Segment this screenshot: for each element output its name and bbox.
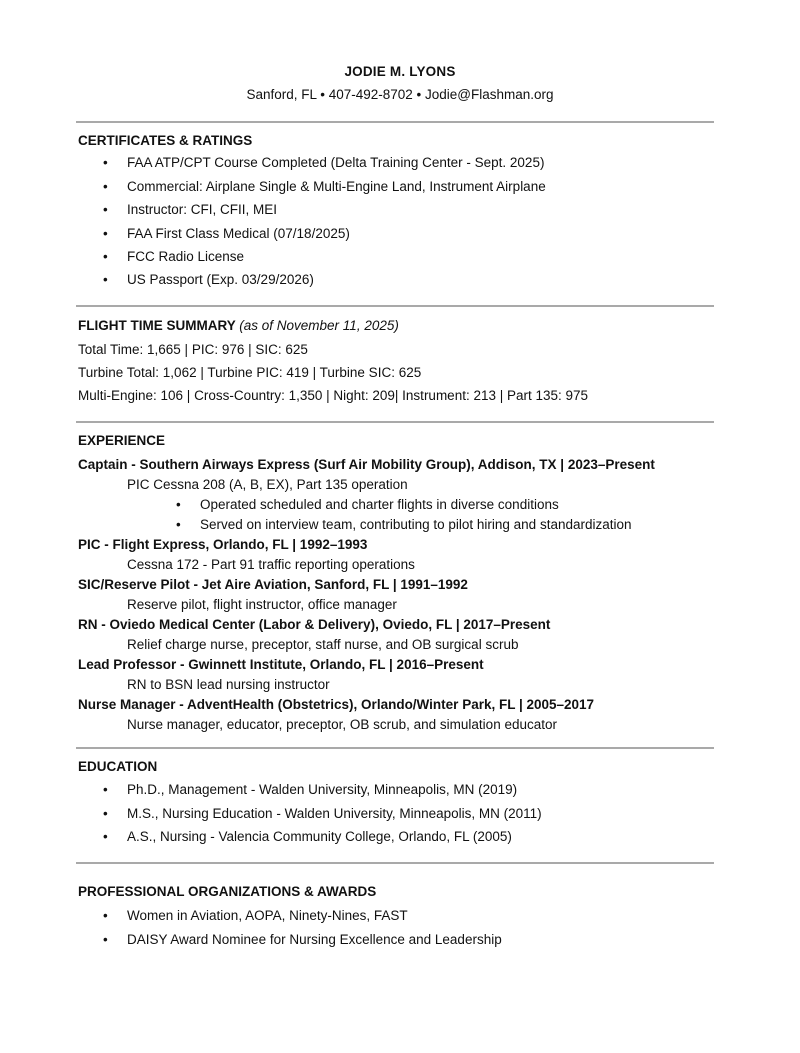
certificate-item: • US Passport (Exp. 03/29/2026) bbox=[103, 272, 314, 287]
job-title: PIC - Flight Express, Orlando, FL | 1992–1993 bbox=[78, 537, 368, 552]
section-divider bbox=[76, 421, 714, 423]
flight-time-line: Turbine Total: 1,062 | Turbine PIC: 419 | Turbine SIC: 625 bbox=[78, 365, 422, 380]
job-title: Nurse Manager - AdventHealth (Obstetrics), Orlando/Winter Park, FL | 2005–2017 bbox=[78, 697, 595, 712]
certificate-item: • Commercial: Airplane Single & Multi-Engine Land, Instrument Airplane bbox=[103, 179, 546, 194]
job-title: RN - Oviedo Medical Center (Labor & Delivery), Oviedo, FL | 2017–Present bbox=[78, 617, 551, 632]
job-detail: Cessna 172 - Part 91 traffic reporting operations bbox=[127, 557, 415, 572]
job-detail: Nurse manager, educator, preceptor, OB scrub, and simulation educator bbox=[127, 717, 557, 732]
flight-time-line: Multi-Engine: 106 | Cross-Country: 1,350 | Night: 209| Instrument: 213 | Part 135: 975 bbox=[78, 388, 589, 403]
job-bullet: • Served on interview team, contributing to pilot hiring and standardization bbox=[176, 517, 632, 532]
flight-time-date-note: (as of November 11, 2025) bbox=[239, 318, 399, 333]
job-bullet: • Operated scheduled and charter flights in diverse conditions bbox=[176, 497, 559, 512]
section-divider bbox=[76, 862, 714, 864]
contact-line: Sanford, FL • 407-492-8702 • Jodie@Flashman.org bbox=[246, 87, 554, 102]
organizations-heading: PROFESSIONAL ORGANIZATIONS & AWARDS bbox=[78, 884, 377, 899]
education-item: • A.S., Nursing - Valencia Community College, Orlando, FL (2005) bbox=[103, 829, 512, 844]
job-detail: Reserve pilot, flight instructor, office manager bbox=[127, 597, 397, 612]
section-divider bbox=[76, 121, 714, 123]
certificate-item: • FAA ATP/CPT Course Completed (Delta Training Center - Sept. 2025) bbox=[103, 155, 545, 170]
certificate-item: • Instructor: CFI, CFII, MEI bbox=[103, 202, 278, 217]
certificate-item: • FAA First Class Medical (07/18/2025) bbox=[103, 226, 350, 241]
certificates-heading: CERTIFICATES & RATINGS bbox=[78, 133, 253, 148]
job-title: Lead Professor - Gwinnett Institute, Orlando, FL | 2016–Present bbox=[78, 657, 484, 672]
education-item: • Ph.D., Management - Walden University, Minneapolis, MN (2019) bbox=[103, 782, 518, 797]
section-divider bbox=[76, 305, 714, 307]
organization-item: • DAISY Award Nominee for Nursing Excellence and Leadership bbox=[103, 932, 502, 947]
flight-time-line: Total Time: 1,665 | PIC: 976 | SIC: 625 bbox=[78, 342, 308, 357]
organization-item: • Women in Aviation, AOPA, Ninety-Nines, FAST bbox=[103, 908, 408, 923]
job-title: Captain - Southern Airways Express (Surf Air Mobility Group), Addison, TX | 2023–Present bbox=[78, 457, 655, 472]
job-title: SIC/Reserve Pilot - Jet Aire Aviation, Sanford, FL | 1991–1992 bbox=[78, 577, 468, 592]
experience-heading: EXPERIENCE bbox=[78, 433, 166, 448]
certificate-item: • FCC Radio License bbox=[103, 249, 245, 264]
flight-time-heading: FLIGHT TIME SUMMARY (as of November 11, 2025) bbox=[78, 318, 399, 333]
section-divider bbox=[76, 747, 714, 749]
education-heading: EDUCATION bbox=[78, 759, 158, 774]
education-item: • M.S., Nursing Education - Walden University, Minneapolis, MN (2011) bbox=[103, 806, 542, 821]
job-detail: Relief charge nurse, preceptor, staff nurse, and OB surgical scrub bbox=[127, 637, 519, 652]
candidate-name: JODIE M. LYONS bbox=[344, 64, 456, 79]
job-detail: PIC Cessna 208 (A, B, EX), Part 135 operation bbox=[127, 477, 408, 492]
job-detail: RN to BSN lead nursing instructor bbox=[127, 677, 330, 692]
